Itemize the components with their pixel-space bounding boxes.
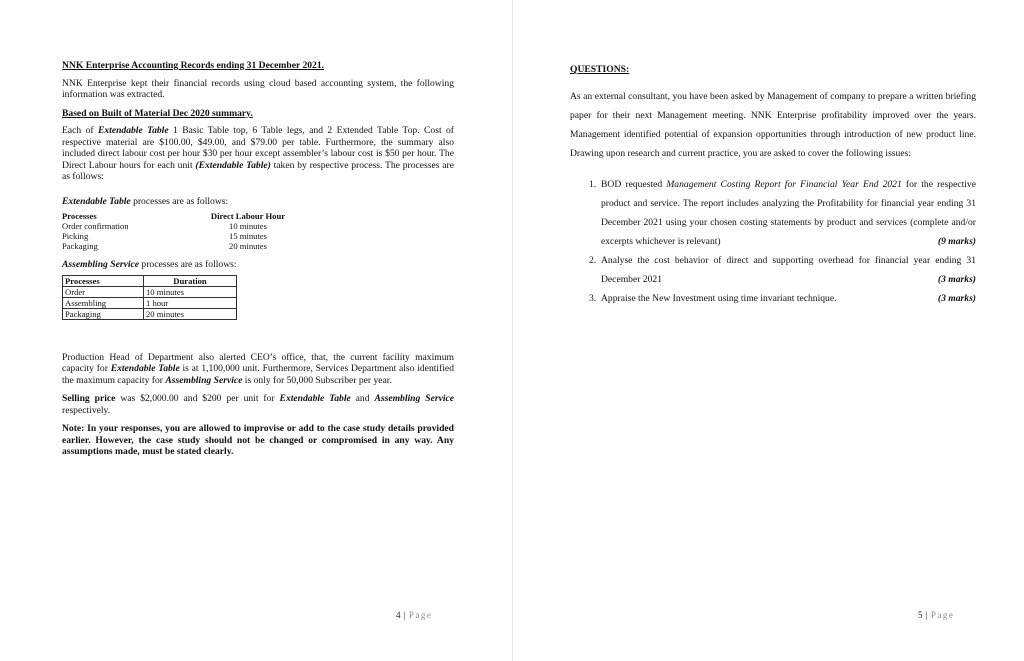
- assembling-process-table: [62, 275, 237, 320]
- table-row: Packaging 20 minutes: [62, 241, 267, 251]
- note-paragraph: Note: In your responses, you are allowed to improvise or add to the case study details provided earlier. However, the case study should not be changed or compromised in any way. Any assumptions made, must be stated clearly.: [62, 423, 454, 457]
- marks-label: (3 marks): [937, 274, 976, 285]
- bom-subheading: Based on Built of Material Dec 2020 summary.: [62, 107, 253, 119]
- table-header: Processes: [62, 211, 97, 221]
- page-number-footer: 5 | Page: [918, 610, 955, 620]
- list-item: 3. Appraise the New Investment using time invariant technique. (3 marks): [570, 289, 976, 308]
- table-header: Direct Labour Hour: [210, 211, 286, 221]
- page-number-footer: 4 | Page: [396, 610, 433, 620]
- list-item: 2. Analyse the cost behavior of direct and supporting overhead for financial year ending 31 December 2021 (3 marks): [570, 251, 976, 289]
- selling-price-paragraph: Selling price was $2,000.00 and $200 per unit for Extendable Table and Assembling Service respectively.: [62, 393, 455, 416]
- consultant-brief-paragraph: As an external consultant, you have been asked by Management of company to prepare a written briefing paper for their next Management meeting. NNK Enterprise profitability improved over the years. Management identified potential of expansion opportunities through introduction of new product line. Drawing upon research and current practice, you are asked to cover the following issues:: [570, 91, 976, 159]
- table-row: Picking 15 minutes: [62, 231, 267, 241]
- assembling-service-heading: Assembling Service processes are as follows:: [62, 259, 237, 270]
- marks-label: (3 marks): [937, 293, 976, 304]
- table-row: Assembling 1 hour: [63, 297, 237, 308]
- page-5-content: [570, 60, 976, 308]
- material-cost-paragraph: Each of Extendable Table 1 Basic Table top, 6 Table legs, and 2 Extended Table Top. Cost of respective material are $100.00, $49.00, and $79.00 per table. Furthermore, the summary also included direct labour cost per hour $30 per hour except assembler’s labour cost is $50 per hour. The Direct Labour hours for each unit (Extendable Table) taken by respective process. The processes are as follows:: [62, 125, 454, 182]
- questions-list: [570, 175, 976, 308]
- table-row: Order 10 minutes: [63, 286, 237, 297]
- marks-label: (9 marks): [937, 236, 976, 247]
- extendable-process-table: [62, 211, 308, 251]
- table-header: Processes: [63, 275, 144, 286]
- list-item: 1. BOD requested Management Costing Report for Financial Year End 2021 for the respective product and service. The report includes analyzing the Profitability for financial year ending 31 December 2021 using your chosen costing statements by product and services (complete and/or excerpts whichever is relevant) (9 marks): [570, 175, 976, 251]
- table-row: Packaging 20 minutes: [63, 308, 237, 319]
- table-row: Order confirmation 10 minutes: [62, 221, 267, 231]
- records-title: NNK Enterprise Accounting Records ending 31 December 2021.: [62, 60, 325, 71]
- capacity-paragraph: Production Head of Department also alerted CEO’s office, that, the current facility maximum capacity for Extendable Table is at 1,100,000 unit. Furthermore, Services Department also identified the maximum capacity for Assembling Service is only for 50,000 Subscriber per year.: [62, 351, 454, 386]
- intro-paragraph: NNK Enterprise kept their financial records using cloud based accounting system, the following information was extracted.: [62, 77, 454, 100]
- extendable-table-heading: Extendable Table processes are as follows:: [62, 195, 229, 207]
- page-5: [512, 0, 1024, 661]
- table-header: Duration: [144, 275, 237, 286]
- page-4-content: [62, 60, 454, 465]
- questions-title: QUESTIONS:: [570, 64, 630, 75]
